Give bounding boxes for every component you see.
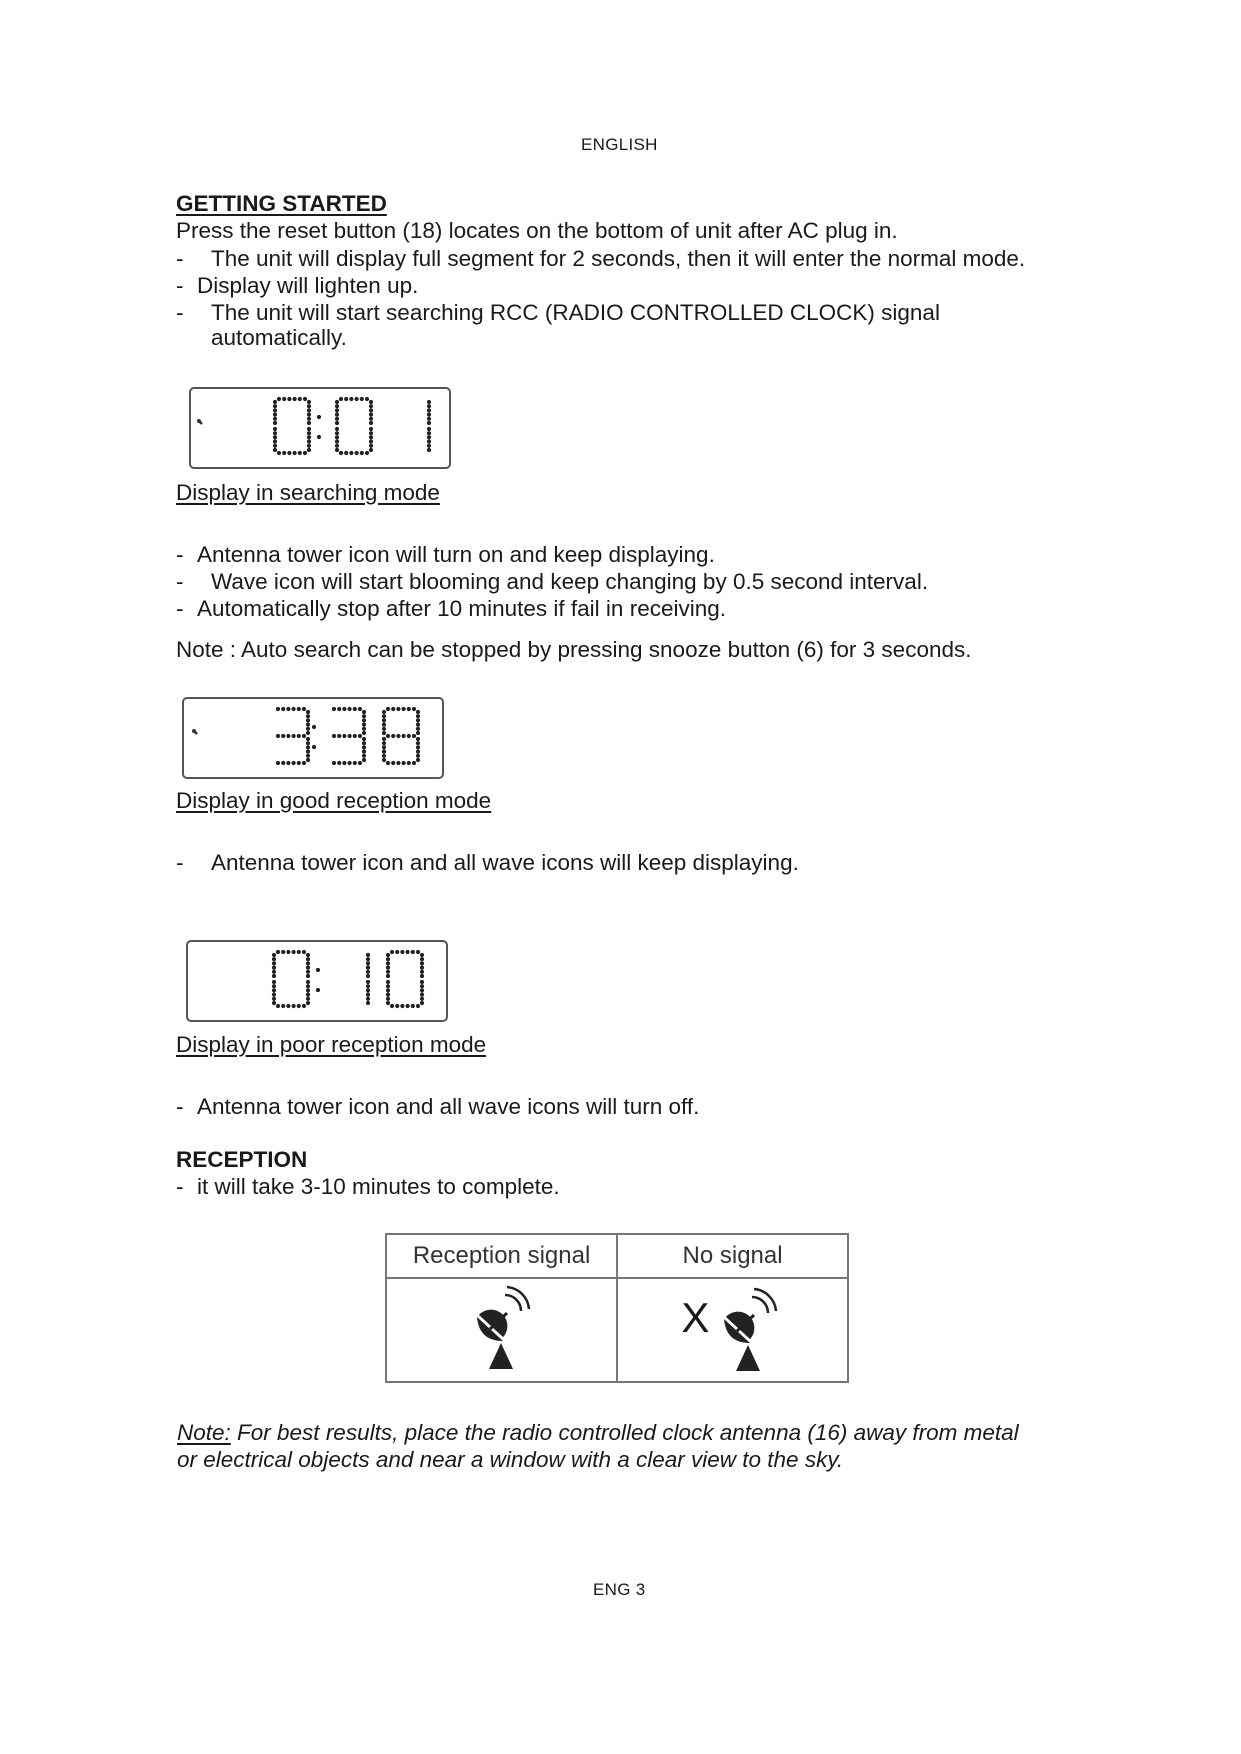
no-signal-x-mark: X	[681, 1294, 710, 1341]
no-signal-icon	[714, 1285, 784, 1375]
signal-cell	[386, 1278, 617, 1382]
lcd-digit	[382, 707, 420, 765]
antenna-small-icon	[192, 729, 198, 735]
bullet-text: Wave icon will start blooming and keep changing by 0.5 second interval.	[211, 569, 929, 594]
bullet-dash: -	[176, 300, 184, 325]
bullet-text: Antenna tower icon and all wave icons will keep displaying.	[211, 850, 799, 875]
bullet-dash: -	[176, 1174, 184, 1199]
lcd-digit	[386, 950, 424, 1008]
footnote-line-1	[177, 1419, 1019, 1446]
lcd-digits	[184, 699, 442, 777]
caption-poor-reception: Display in poor reception mode	[176, 1032, 487, 1057]
page-number: ENG 3	[593, 1580, 646, 1599]
lcd-digit	[272, 950, 310, 1008]
bullet-dash: -	[176, 569, 184, 594]
antenna-icon	[467, 1283, 537, 1373]
signal-table-header: Reception signal	[386, 1234, 617, 1278]
section-title-getting-started: GETTING STARTED	[176, 191, 387, 216]
bullet-text: Antenna tower icon will turn on and keep displaying.	[197, 542, 715, 567]
section-title-reception: RECEPTION	[176, 1147, 308, 1172]
bullet-dash: -	[176, 850, 184, 875]
bullet-text: Display will lighten up.	[197, 273, 419, 298]
lcd-digit	[276, 707, 310, 765]
bullet-dash: -	[176, 273, 184, 298]
lcd-digit	[273, 397, 311, 455]
bullet-text: Antenna tower icon and all wave icons will turn off.	[197, 1094, 700, 1119]
signal-table	[385, 1233, 849, 1383]
intro-paragraph: Press the reset button (18) locates on the bottom of unit after AC plug in.	[176, 218, 898, 243]
lcd-digits	[191, 389, 449, 467]
page-header-language: ENGLISH	[581, 135, 658, 154]
bullet-text: it will take 3-10 minutes to complete.	[197, 1174, 560, 1199]
bullet-text: Automatically stop after 10 minutes if fail in receiving.	[197, 596, 726, 621]
antenna-small-icon	[197, 419, 203, 425]
caption-searching-mode: Display in searching mode	[176, 480, 440, 505]
lcd-colon	[312, 725, 316, 749]
caption-good-reception: Display in good reception mode	[176, 788, 492, 813]
bullet-text: The unit will start searching RCC (RADIO CONTROLLED CLOCK) signal	[211, 300, 940, 325]
footnote-text: For best results, place the radio controlled clock antenna (16) away from metal	[230, 1420, 1019, 1445]
lcd-digit	[427, 400, 431, 452]
bullet-dash: -	[176, 596, 184, 621]
lcd-display-good	[182, 697, 444, 779]
footnote-label: Note:	[177, 1420, 231, 1445]
bullet-dash: -	[176, 542, 184, 567]
bullet-dash: -	[176, 1094, 184, 1119]
lcd-display-poor	[186, 940, 448, 1022]
lcd-digit	[332, 707, 366, 765]
note-snooze: Note : Auto search can be stopped by pressing snooze button (6) for 3 seconds.	[176, 637, 972, 662]
footnote-line-2: or electrical objects and near a window with a clear view to the sky.	[177, 1447, 844, 1472]
lcd-digit	[366, 953, 370, 1005]
signal-table-header: No signal	[617, 1234, 848, 1278]
lcd-digits	[188, 942, 446, 1020]
lcd-colon	[317, 415, 321, 439]
bullet-text-continued: automatically.	[211, 325, 347, 350]
bullet-text: The unit will display full segment for 2 seconds, then it will enter the normal mode.	[211, 246, 1026, 271]
bullet-dash: -	[176, 246, 184, 271]
no-signal-cell	[617, 1278, 848, 1382]
lcd-digit	[335, 397, 373, 455]
lcd-colon	[316, 968, 320, 992]
lcd-display-searching	[189, 387, 451, 469]
